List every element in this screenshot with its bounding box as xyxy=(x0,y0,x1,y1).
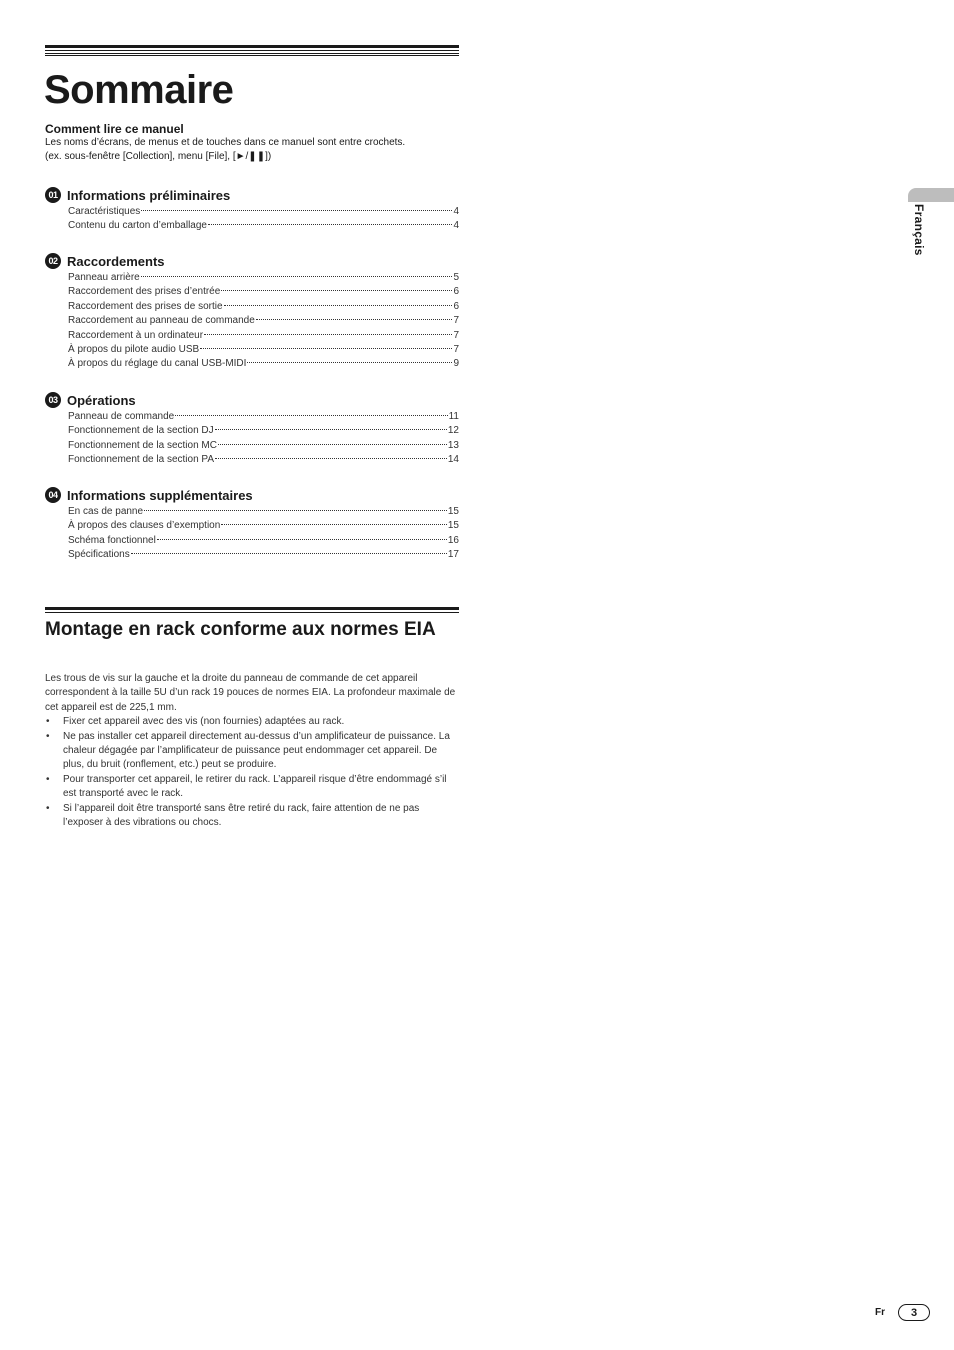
bullet-item: • Si l’appareil doit être transporté sans être retiré du rack, faire attention de ne pas l’exposer à des vibrations ou chocs. xyxy=(45,802,459,831)
toc-entry[interactable]: Fonctionnement de la section PA 14 xyxy=(68,454,459,466)
section-rule xyxy=(45,607,459,613)
dot-leader xyxy=(200,348,452,349)
toc-entry[interactable]: Panneau de commande 11 xyxy=(68,411,459,422)
toc-entry[interactable]: Raccordement des prises d’entrée 6 xyxy=(68,286,459,298)
footer-language-code: Fr xyxy=(875,1307,885,1318)
dot-leader xyxy=(256,319,453,320)
toc-section-03 xyxy=(45,391,459,468)
toc-entry[interactable]: Caractéristiques 4 xyxy=(68,206,459,217)
dot-leader xyxy=(208,224,452,225)
toc-entry[interactable]: Contenu du carton d’emballage 4 xyxy=(68,220,459,232)
toc-entry[interactable]: À propos du pilote audio USB 7 xyxy=(68,343,459,355)
how-to-heading: Comment lire ce manuel xyxy=(45,122,184,136)
toc-entry[interactable]: À propos du réglage du canal USB-MIDI 9 xyxy=(68,358,459,370)
dot-leader xyxy=(204,334,452,335)
toc-entry[interactable]: Panneau arrière 5 xyxy=(68,272,459,283)
top-rule xyxy=(45,45,459,56)
toc-section-02 xyxy=(45,252,459,372)
dot-leader xyxy=(218,444,447,445)
section-number-badge: 02 xyxy=(45,253,61,269)
dot-leader xyxy=(131,553,447,554)
dot-leader xyxy=(215,458,447,459)
dot-leader xyxy=(215,429,447,430)
rack-bullet-list xyxy=(45,715,459,830)
dot-leader xyxy=(221,524,447,525)
toc-entry[interactable]: Fonctionnement de la section DJ 12 xyxy=(68,425,459,437)
toc-entry[interactable]: À propos des clauses d’exemption 15 xyxy=(68,520,459,532)
bullet-item: • Pour transporter cet appareil, le retirer du rack. L’appareil risque d’être endommagé s’il est transporté avec le rack. xyxy=(45,773,459,802)
section-title[interactable]: Informations supplémentaires xyxy=(67,487,253,503)
language-label: Français xyxy=(912,204,926,256)
toc-section-04 xyxy=(45,486,459,563)
dot-leader xyxy=(141,210,452,211)
toc-entry[interactable]: Schéma fonctionnel 16 xyxy=(68,534,459,546)
toc-entry[interactable]: Raccordement à un ordinateur 7 xyxy=(68,329,459,341)
dot-leader xyxy=(221,290,452,291)
page-number: 3 xyxy=(898,1304,930,1321)
how-to-line-2: (ex. sous-fenêtre [Collection], menu [File], [►/❚❚]) xyxy=(45,151,272,162)
dot-leader xyxy=(141,276,453,277)
bullet-item: • Fixer cet appareil avec des vis (non fournies) adaptées au rack. xyxy=(45,715,459,729)
bullet-item: • Ne pas installer cet appareil directement au-dessus d’un amplificateur de puissance. La chaleur dégagée par l’amplificateur de puissance peut endommager cet appareil. De plus, du bruit (ronflement, etc.) peut se produire. xyxy=(45,730,459,773)
dot-leader xyxy=(157,539,447,540)
rack-intro: Les trous de vis sur la gauche et la droite du panneau de commande de cet appareil correspondent à la taille 5U d’un rack 19 pouces de normes EIA. La profondeur maximale de cet appareil est de 225,1 mm. xyxy=(45,673,456,713)
toc-entry[interactable]: Fonctionnement de la section MC 13 xyxy=(68,439,459,451)
dot-leader xyxy=(144,510,447,511)
section-number-badge: 01 xyxy=(45,187,61,203)
how-to-line-1: Les noms d’écrans, de menus et de touches dans ce manuel sont entre crochets. xyxy=(45,137,406,148)
dot-leader xyxy=(247,362,452,363)
dot-leader xyxy=(175,415,447,416)
rack-body xyxy=(45,672,459,830)
language-tab-marker xyxy=(908,188,954,202)
toc-entry[interactable]: Spécifications 17 xyxy=(68,549,459,561)
rack-heading: Montage en rack conforme aux normes EIA xyxy=(45,619,436,640)
section-title[interactable]: Raccordements xyxy=(67,253,165,269)
toc-section-01 xyxy=(45,186,459,234)
section-title[interactable]: Informations préliminaires xyxy=(67,187,231,203)
section-title[interactable]: Opérations xyxy=(67,392,136,408)
how-to-read-block xyxy=(45,122,459,164)
section-number-badge: 04 xyxy=(45,487,61,503)
page-title: Sommaire xyxy=(44,68,234,112)
dot-leader xyxy=(224,305,453,306)
section-number-badge: 03 xyxy=(45,392,61,408)
toc-entry[interactable]: En cas de panne 15 xyxy=(68,506,459,517)
toc-entry[interactable]: Raccordement des prises de sortie 6 xyxy=(68,300,459,312)
toc-entry[interactable]: Raccordement au panneau de commande 7 xyxy=(68,315,459,327)
